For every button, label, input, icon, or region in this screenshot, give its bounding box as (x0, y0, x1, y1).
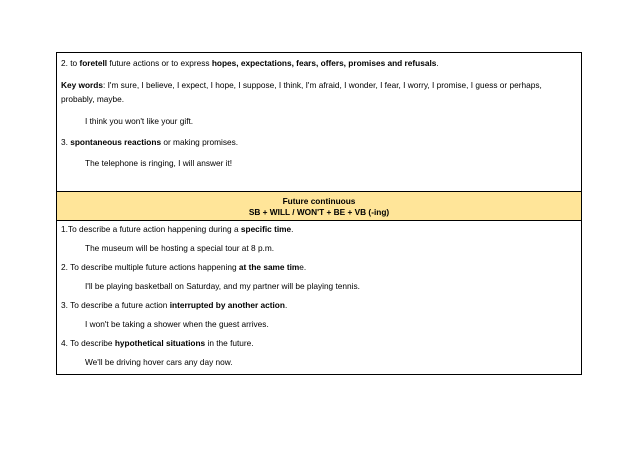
text-span: . (436, 58, 439, 68)
example-sentence: I won't be taking a shower when the guest arrives. (85, 319, 269, 329)
key-words (61, 78, 577, 106)
text-span: e. (299, 262, 307, 272)
header-title: Future continuous (282, 196, 356, 206)
bold-term: hypothetical situations (114, 338, 206, 348)
text-span: . (291, 224, 294, 234)
text-span: or making promises. (161, 137, 239, 147)
text-span: 4. To describe (61, 338, 115, 348)
use-foretell (61, 57, 577, 69)
bold-term: specific time (240, 224, 292, 234)
example-sentence: The telephone is ringing, I will answer it! (85, 158, 233, 168)
use-4 (61, 338, 577, 349)
text-span: in the future. (205, 338, 254, 348)
use-number: 2. to (61, 58, 80, 68)
header-formula: SB + WILL / WON'T + BE + VB (-ing) (248, 207, 390, 217)
key-words-text: : I'm sure, I believe, I expect, I hope, I suppose, I think, I'm afraid, I wonder, I fear, I worry, I promise, I guess or perhaps, probably, maybe. (61, 80, 542, 104)
key-words-label: Key words (61, 80, 103, 90)
use-1 (61, 224, 577, 235)
text-span: . (284, 300, 288, 310)
example-sentence: We'll be driving hover cars any day now. (85, 357, 233, 367)
bold-term: spontaneous reactions (70, 137, 162, 147)
bold-term: hopes, expectations, fears, offers, promises and refusals (211, 58, 437, 68)
use-2 (61, 262, 577, 273)
text-span: 2. To describe multiple future actions happening (61, 262, 239, 272)
use-number: 3. (61, 137, 71, 147)
text-span: 3. To describe a future action (61, 300, 170, 310)
use-3 (61, 300, 577, 311)
bold-term: foretell (79, 58, 108, 68)
future-continuous-header (57, 191, 581, 221)
will-uses-cell (57, 53, 581, 191)
text-span: 1.To describe a future action happening during a (61, 224, 241, 234)
example-sentence: I'll be playing basketball on Saturday, and my partner will be playing tennis. (85, 281, 360, 291)
use-spontaneous (61, 136, 577, 148)
text-span: future actions or to express (107, 58, 212, 68)
example-sentence: The museum will be hosting a special tour at 8 p.m. (85, 243, 275, 253)
bold-term: at the same tim (238, 262, 300, 272)
example-sentence: I think you won't like your gift. (85, 116, 194, 126)
bold-term: interrupted by another action (169, 300, 285, 310)
grammar-table (56, 52, 582, 375)
future-continuous-uses-cell (57, 221, 581, 374)
